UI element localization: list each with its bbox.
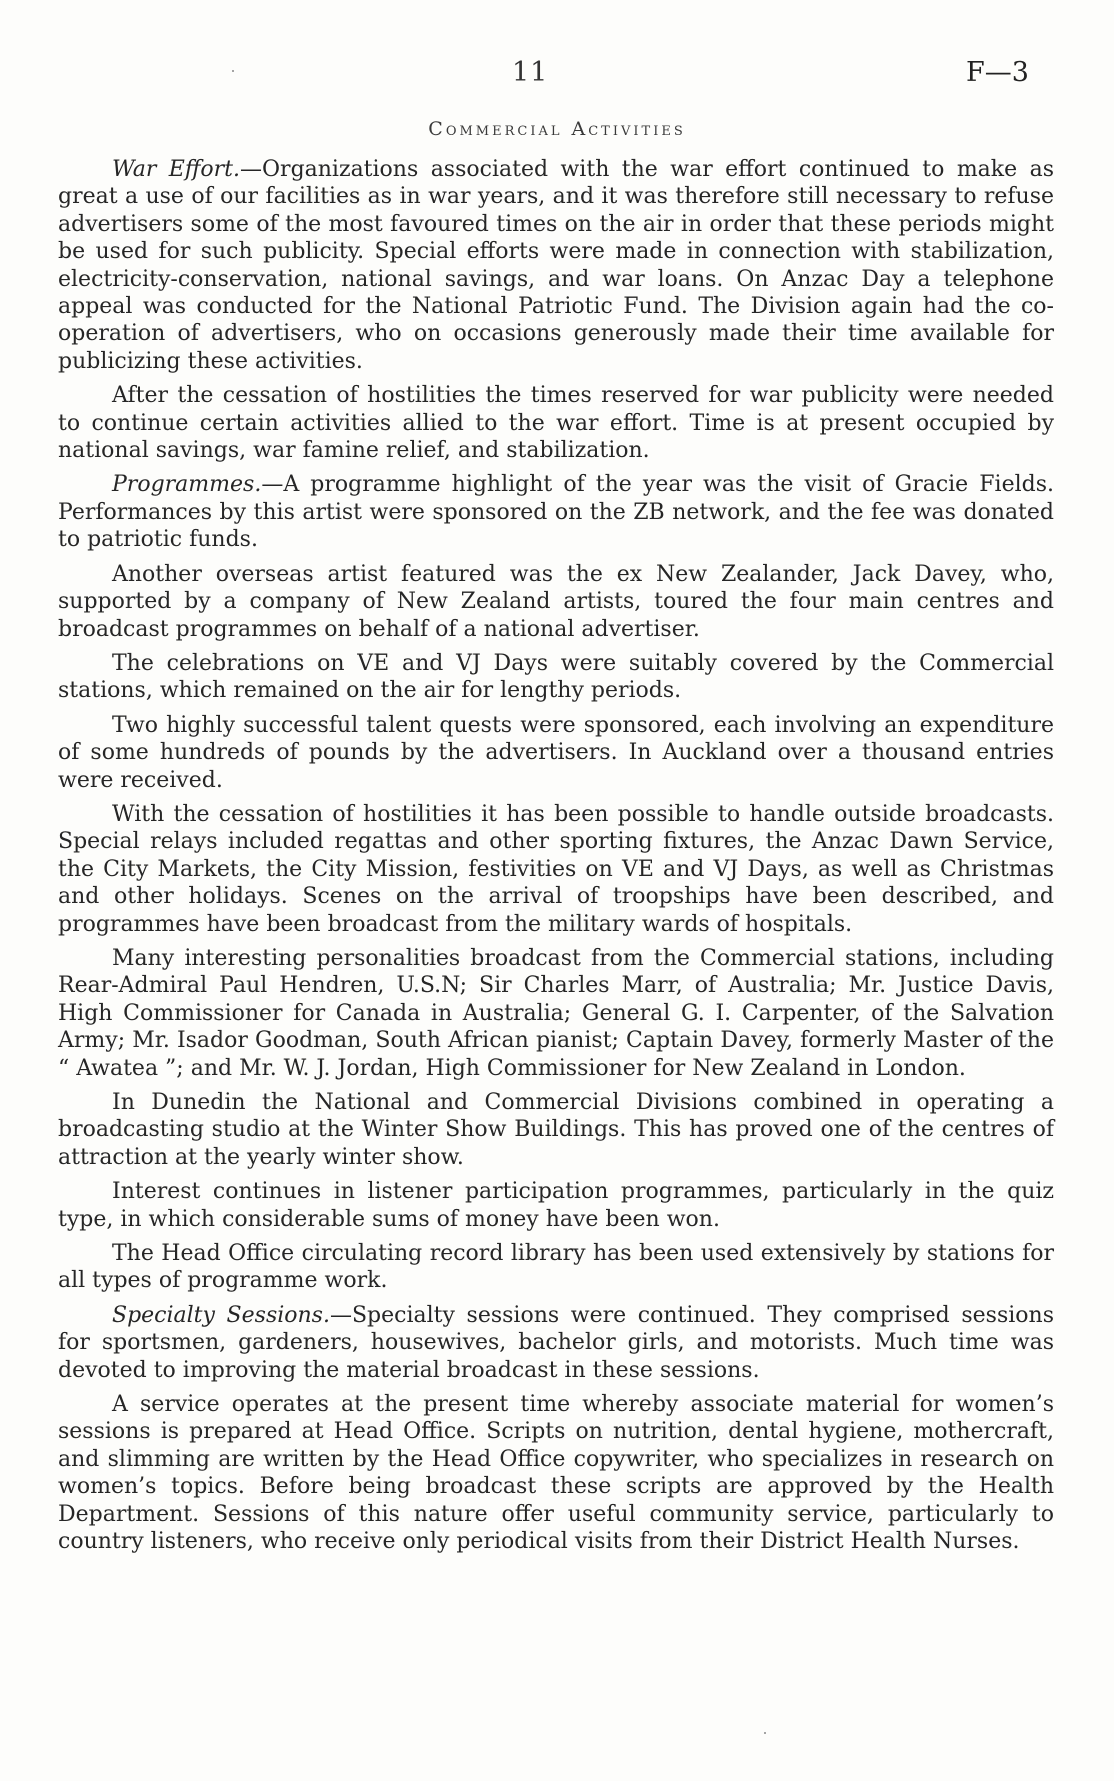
paragraph-war-effort <box>58 156 1054 375</box>
paragraph <box>58 1391 1054 1555</box>
paragraph-programmes <box>58 471 1054 553</box>
paragraph <box>58 650 1054 705</box>
paragraph-lead: Specialty Sessions. <box>112 1302 330 1328</box>
paragraph-text: Many interesting personalities broadcast from the Commercial stations, including Rear-Admiral Paul Hendren, U.S.N; Sir Charles Marr, of Australia; Mr. Justice Davis, High Commissioner for Canada in Australia; General G. I. Carpenter, of the Salvation Army; Mr. Isador Goodman, South African pianist; Captain Davey, formerly Master of the “ Awatea ”; and Mr. W. J. Jordan, High Commissioner for New Zealand in London. <box>58 945 1054 1081</box>
paragraph <box>58 945 1054 1082</box>
paragraph-text: With the cessation of hostilities it has been possible to handle outside broadcasts. Special relays included regattas and other sporting fixtures, the Anzac Dawn Service, the City Markets, the City Mission, festivities on VE and VJ Days, as well as Christmas and other holidays. Scenes on the arrival of troopships have been described, and programmes have been broadcast from the military wards of hospitals. <box>58 801 1054 937</box>
paragraph <box>58 1089 1054 1171</box>
paragraph <box>58 712 1054 794</box>
document-code: F—3 <box>966 57 1029 88</box>
paragraph-lead: War Effort. <box>112 157 241 182</box>
paragraph <box>58 1240 1054 1295</box>
paragraph-text: A service operates at the present time whereby associate material for women’s sessions is prepared at Head Office. Scripts on nutrition, dental hygiene, mothercraft, and slimming are written by the Head Office copywriter, who specializes in research on women’s topics. Before being broadcast these scripts are approved by the Health Department. Sessions of this nature offer useful community service, particularly to country listeners, who receive only periodical visits from their District Health Nurses. <box>58 1392 1054 1555</box>
section-title: Commercial Activities <box>428 118 686 140</box>
paragraph <box>58 561 1054 643</box>
paragraph-lead: Programmes. <box>112 472 262 498</box>
paragraph-text: The Head Office circulating record library has been used extensively by stations for all types of programme work. <box>58 1241 1054 1294</box>
paragraph-text: Another overseas artist featured was the ex New Zealander, Jack Davey, who, supported by a company of New Zealand artists, toured the four main centres and broadcast programmes on behalf of a national advertiser. <box>58 561 1054 642</box>
paragraph-text: Interest continues in listener participation programmes, particularly in the quiz type, in which considerable sums of money have been won. <box>58 1179 1054 1232</box>
print-speck <box>232 70 234 72</box>
page-header <box>0 56 1114 96</box>
paragraph-specialty-sessions <box>58 1302 1054 1384</box>
paragraph-text: —Specialty sessions were continued. They comprised sessions for sportsmen, gardeners, housewives, bachelor girls, and motorists. Much time was devoted to improving the material broadcast in these sessions. <box>58 1302 1054 1383</box>
paragraph <box>58 382 1054 464</box>
paragraph <box>58 1178 1054 1233</box>
paragraph-text: After the cessation of hostilities the times reserved for war publicity were needed to continue certain activities allied to the war effort. Time is at present occupied by national savings, war famine relief, and stabilization. <box>58 383 1054 464</box>
paragraph-text: —Organizations associated with the war effort continued to make as great a use of our facilities as in war years, and it was therefore still necessary to refuse advertisers some of the most favoured times on the air in order that these periods might be used for such publicity. Special efforts were made in connection with stabilization, electricity-conservation, national savings, and war loans. On Anzac Day a telephone appeal was conducted for the National Patriotic Fund. The Division again had the co-operation of advertisers, who on occasions generously made their time available for publicizing these activities. <box>58 157 1054 374</box>
paragraph-text: —A programme highlight of the year was the visit of Gracie Fields. Performances by this artist were sponsored on the ZB network, and the fee was donated to patriotic funds. <box>58 472 1054 553</box>
body-text <box>58 156 1054 1563</box>
page-number: 11 <box>512 57 549 88</box>
paragraph <box>58 801 1054 938</box>
paragraph-text: Two highly successful talent quests were sponsored, each involving an expenditure of some hundreds of pounds by the advertisers. In Auckland over a thousand entries were received. <box>58 712 1054 793</box>
paragraph-text: In Dunedin the National and Commercial Divisions combined in operating a broadcasting studio at the Winter Show Buildings. This has proved one of the centres of attraction at the yearly winter show. <box>58 1090 1054 1170</box>
print-speck <box>764 1732 766 1734</box>
paragraph-text: The celebrations on VE and VJ Days were suitably covered by the Commercial stations, which remained on the air for lengthy periods. <box>58 650 1054 704</box>
